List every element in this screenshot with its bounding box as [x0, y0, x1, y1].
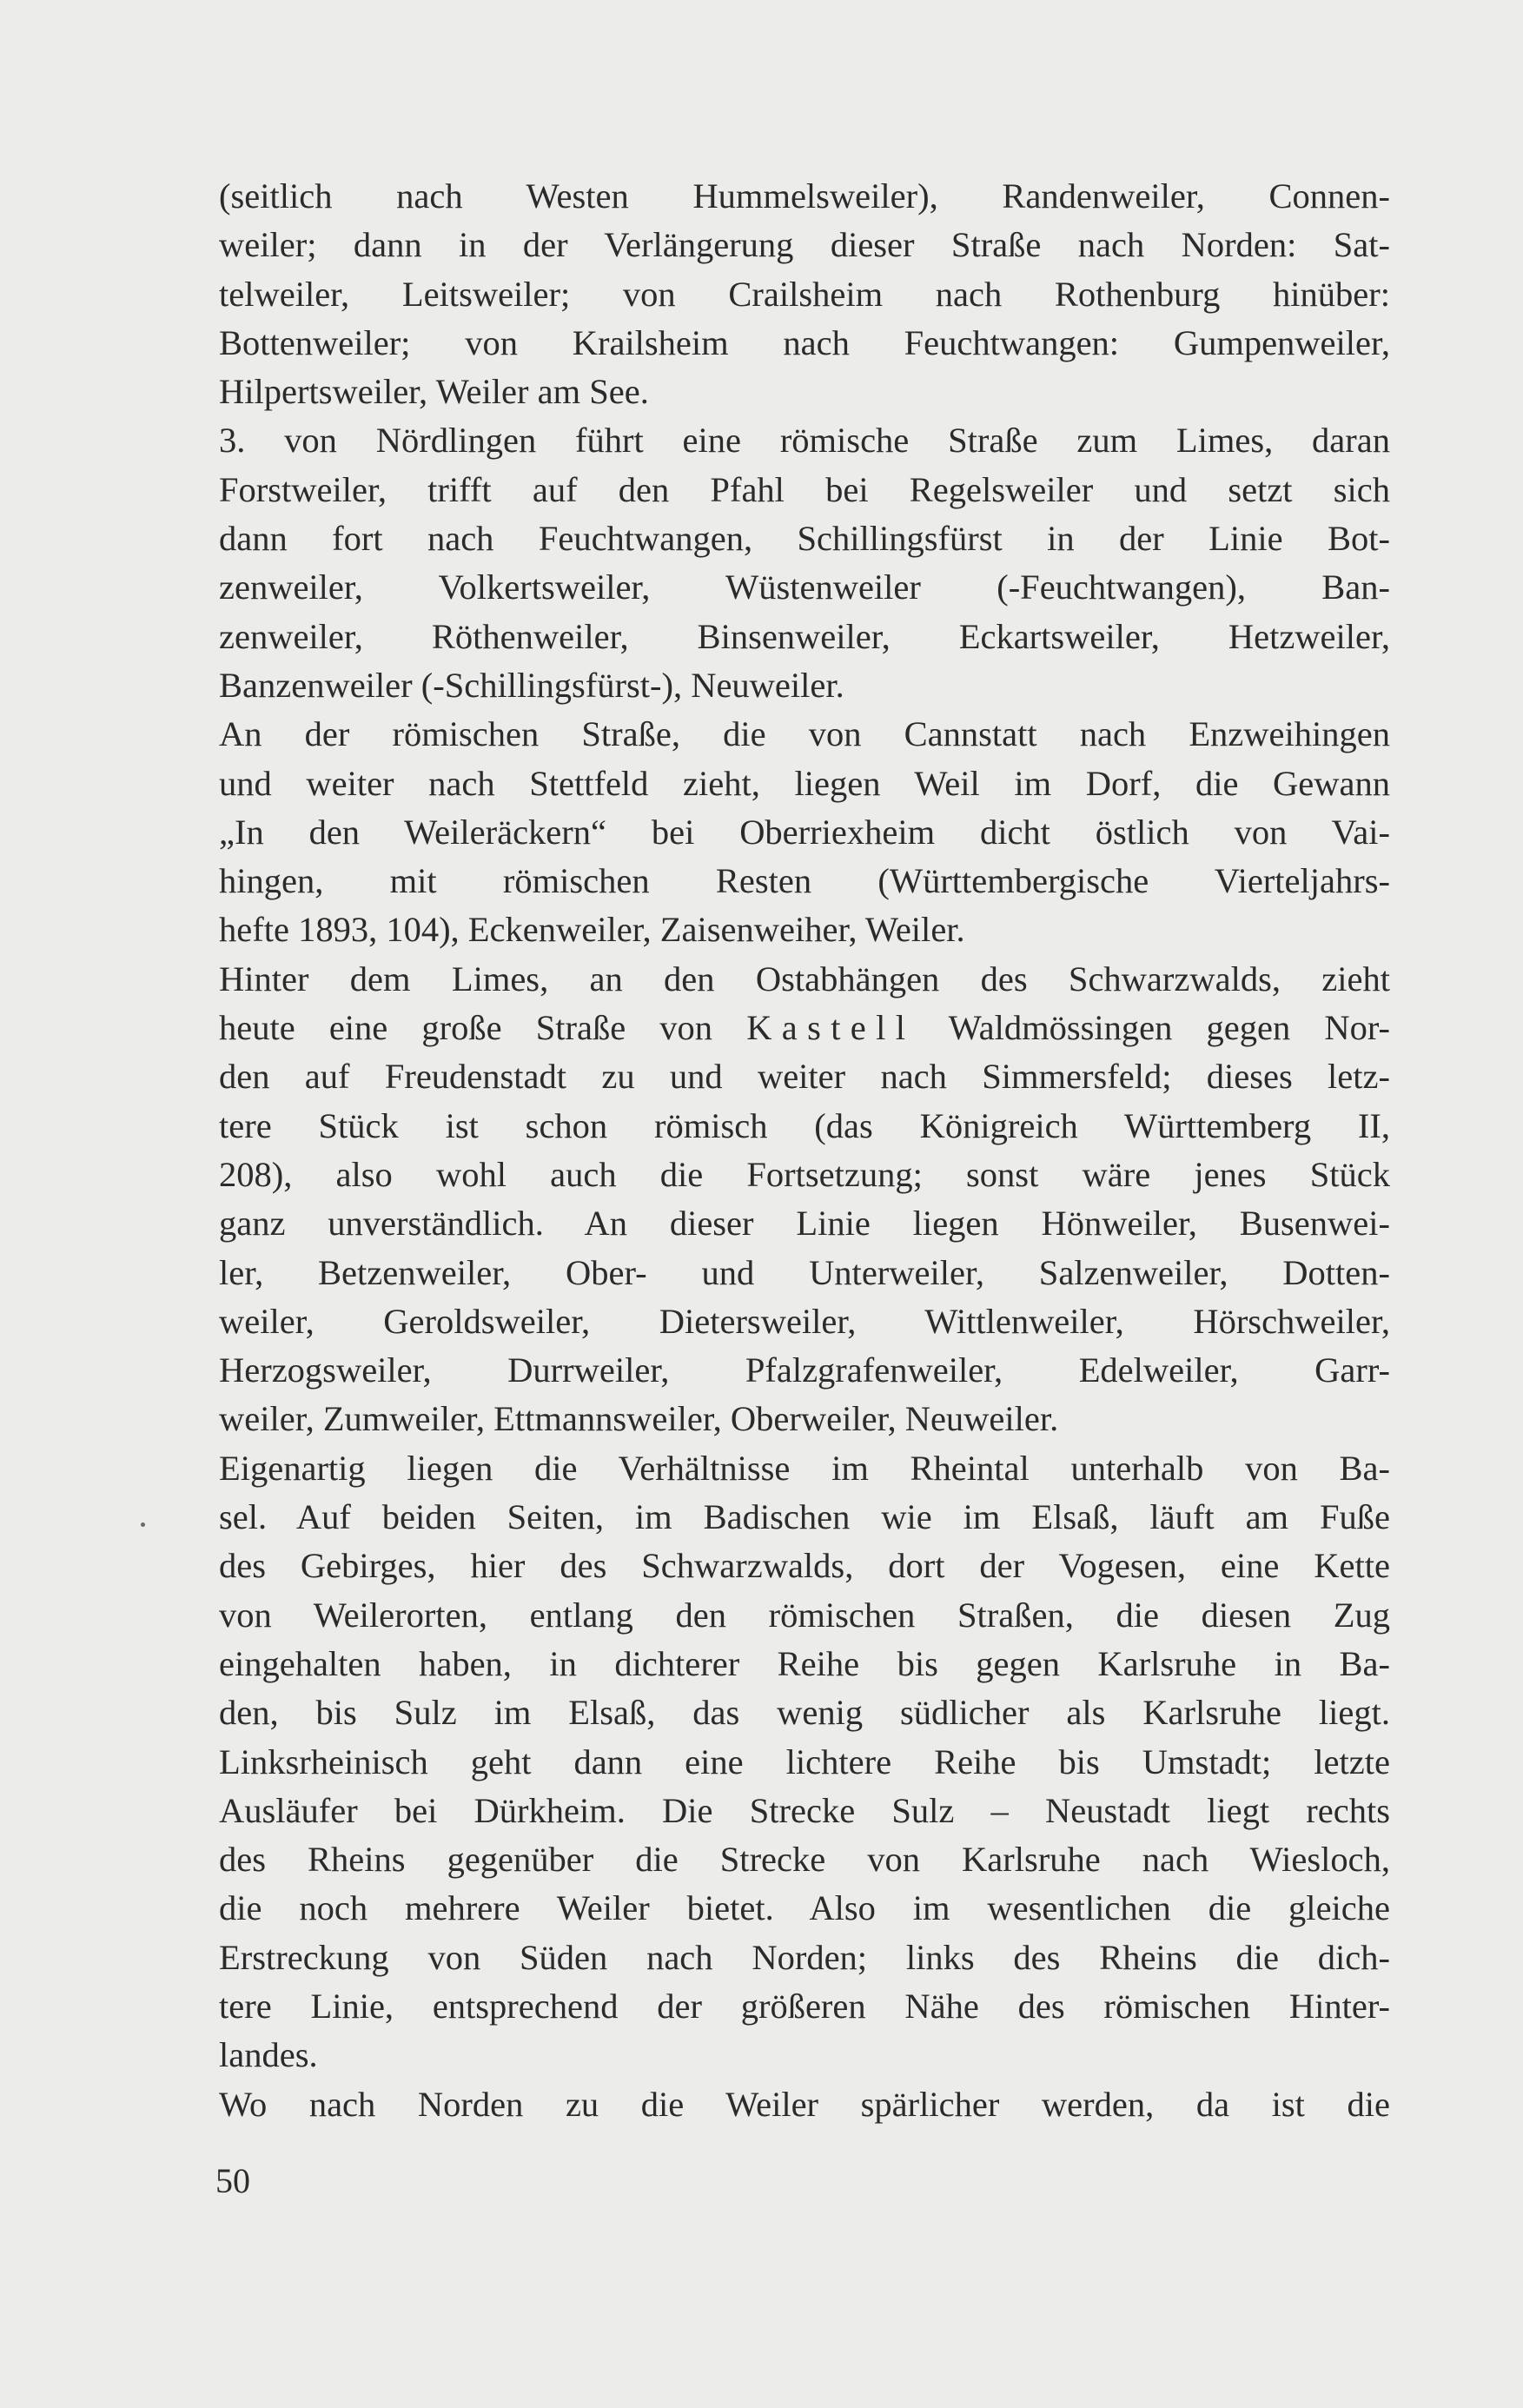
- margin-speck: [141, 1522, 145, 1527]
- text-line: Herzogsweiler, Durrweiler, Pfalzgrafenweiler, Edelweiler, Garr-: [219, 1350, 1390, 1390]
- text-line: Hinter dem Limes, an den Ostabhängen des Schwarzwalds, zieht: [219, 959, 1390, 998]
- text-line: dann fort nach Feuchtwangen, Schillingsfürst in der Linie Bot-: [219, 519, 1390, 559]
- text-line: Hilpertsweiler, Weiler am See.: [219, 372, 649, 412]
- text-line: Eigenartig liegen die Verhältnisse im Rheintal unterhalb von Ba-: [219, 1448, 1390, 1488]
- text-line: ler, Betzenweiler, Ober- und Unterweiler, Salzenweiler, Dotten-: [219, 1252, 1390, 1292]
- text-segment: heute eine große Straße von: [219, 1008, 747, 1048]
- text-line: 3. von Nördlingen führt eine römische Straße zum Limes, daran: [219, 421, 1390, 461]
- text-line: sel. Auf beiden Seiten, im Badischen wie im Elsaß, läuft am Fuße: [219, 1497, 1390, 1537]
- text-line: „In den Weileräckern“ bei Oberriexheim dicht östlich von Vai-: [219, 812, 1390, 852]
- text-line: und weiter nach Stettfeld zieht, liegen Weil im Dorf, die Gewann: [219, 763, 1390, 803]
- text-line: die noch mehrere Weiler bietet. Also im wesentlichen die gleiche: [219, 1888, 1390, 1928]
- text-line: ganz unverständlich. An dieser Linie liegen Hönweiler, Busenwei-: [219, 1204, 1390, 1244]
- text-line: Erstreckung von Süden nach Norden; links des Rheins die dich-: [219, 1937, 1390, 1977]
- text-line: Banzenweiler (-Schillingsfürst-), Neuweiler.: [219, 665, 844, 705]
- text-line: landes.: [219, 2035, 318, 2075]
- text-line: weiler, Zumweiler, Ettmannsweiler, Oberweiler, Neuweiler.: [219, 1399, 1059, 1439]
- text-line: Forstweiler, trifft auf den Pfahl bei Regelsweiler und setzt sich: [219, 469, 1390, 509]
- text-line: weiler; dann in der Verlängerung dieser Straße nach Norden: Sat-: [219, 225, 1390, 265]
- body-text: [219, 172, 1390, 2129]
- text-line: des Gebirges, hier des Schwarzwalds, dort der Vogesen, eine Kette: [219, 1546, 1390, 1586]
- text-line: weiler, Geroldsweiler, Dietersweiler, Wittlenweiler, Hörschweiler,: [219, 1301, 1390, 1341]
- text-line: Ausläufer bei Dürkheim. Die Strecke Sulz – Neustadt liegt rechts: [219, 1790, 1390, 1830]
- text-line: eingehalten haben, in dichterer Reihe bis gegen Karlsruhe in Ba-: [219, 1643, 1390, 1683]
- spaced-emphasis-word: Kastell: [746, 1008, 916, 1048]
- text-line: von Weilerorten, entlang den römischen Straßen, die diesen Zug: [219, 1595, 1390, 1635]
- text-line: zenweiler, Röthenweiler, Binsenweiler, Eckartsweiler, Hetzweiler,: [219, 616, 1390, 656]
- text-line: den, bis Sulz im Elsaß, das wenig südlicher als Karlsruhe liegt.: [219, 1693, 1390, 1733]
- text-line: Linksrheinisch geht dann eine lichtere Reihe bis Umstadt; letzte: [219, 1741, 1390, 1781]
- text-line: des Rheins gegenüber die Strecke von Karlsruhe nach Wiesloch,: [219, 1840, 1390, 1880]
- text-line: (seitlich nach Westen Hummelsweiler), Randenweiler, Connen-: [219, 176, 1390, 216]
- text-line-with-spaced-word: [219, 1004, 1390, 1052]
- text-line: Bottenweiler; von Krailsheim nach Feuchtwangen: Gumpenweiler,: [219, 322, 1390, 362]
- text-line: den auf Freudenstadt zu und weiter nach Simmersfeld; dieses letz-: [219, 1057, 1390, 1097]
- text-line: telweiler, Leitsweiler; von Crailsheim nach Rothenburg hinüber:: [219, 274, 1390, 314]
- page-number: 50: [215, 2161, 250, 2200]
- text-line: hingen, mit römischen Resten (Württembergische Vierteljahrs-: [219, 861, 1390, 901]
- text-line: Wo nach Norden zu die Weiler spärlicher werden, da ist die: [219, 2084, 1390, 2124]
- text-line: An der römischen Straße, die von Cannstatt nach Enzweihingen: [219, 714, 1390, 754]
- text-line: zenweiler, Volkertsweiler, Wüstenweiler (-Feuchtwangen), Ban-: [219, 567, 1390, 607]
- text-line: hefte 1893, 104), Eckenweiler, Zaisenweiher, Weiler.: [219, 910, 965, 950]
- text-line: 208), also wohl auch die Fortsetzung; sonst wäre jenes Stück: [219, 1154, 1390, 1194]
- text-line: tere Stück ist schon römisch (das Königreich Württemberg II,: [219, 1105, 1390, 1145]
- text-segment: Waldmössingen gegen Nor-: [915, 1008, 1390, 1048]
- text-line: tere Linie, entsprechend der größeren Nähe des römischen Hinter-: [219, 1986, 1390, 2026]
